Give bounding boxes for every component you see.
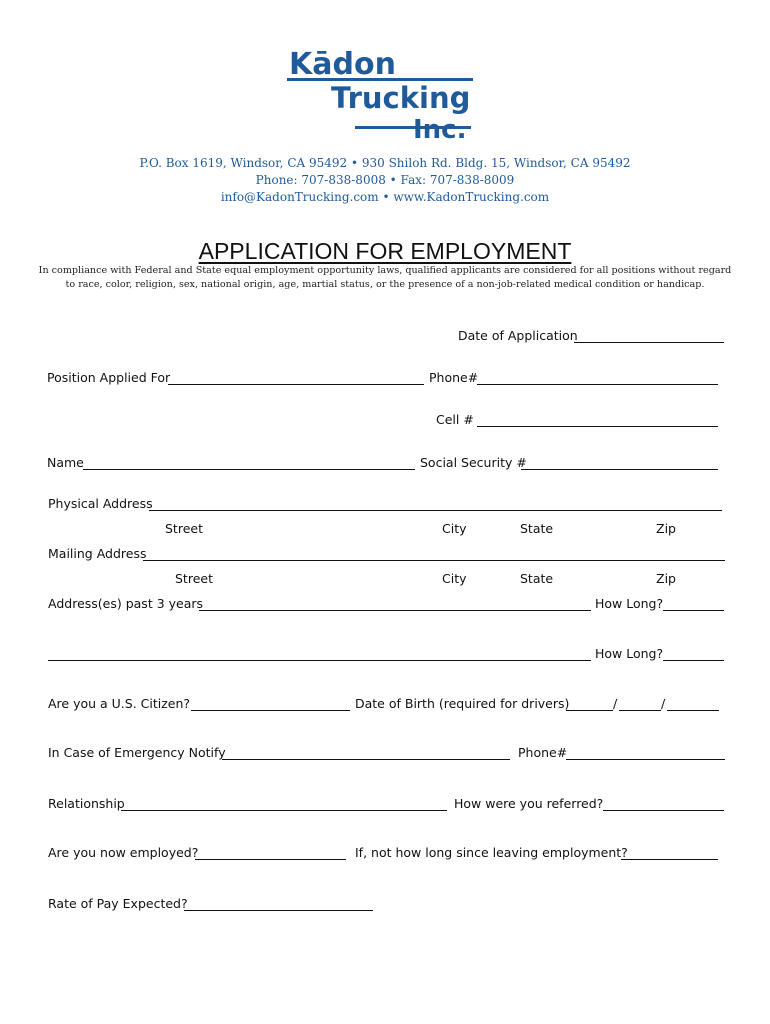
relationship-label: Relationship: [48, 796, 125, 811]
how-referred-field[interactable]: [603, 810, 724, 811]
ssn-label: Social Security #: [420, 455, 527, 470]
position-applied-label: Position Applied For: [47, 370, 171, 385]
svg-text:Trucking: Trucking: [331, 81, 471, 115]
company-logo: [285, 42, 475, 142]
how-long-label-2: How Long?: [595, 646, 664, 661]
physical-state-caption: State: [520, 521, 554, 536]
past-addresses-field-2[interactable]: [48, 660, 591, 661]
past-addresses-label: Address(es) past 3 years: [48, 596, 204, 611]
physical-street-caption: Street: [165, 521, 203, 536]
physical-zip-caption: Zip: [656, 521, 676, 536]
phone-label: Phone#: [429, 370, 479, 385]
since-leaving-label: If, not how long since leaving employment?: [355, 845, 628, 860]
relationship-field[interactable]: [121, 810, 447, 811]
mailing-street-caption: Street: [175, 571, 213, 586]
physical-city-caption: City: [442, 521, 467, 536]
compliance-statement: In compliance with Federal and State equal employment opportunity laws, qualified applicants are considered for all positions without regard to race, color, religion, sex, national origin, age, martial status, or the presence of a non-job-related medical condition or handicap.: [38, 265, 732, 290]
mailing-state-caption: State: [520, 571, 554, 586]
dob-separator-2: /: [661, 696, 666, 711]
company-web: info@KadonTrucking.com • www.KadonTrucking.com: [220, 190, 550, 204]
emergency-notify-field[interactable]: [222, 759, 510, 760]
since-leaving-field[interactable]: [621, 859, 718, 860]
rate-of-pay-label: Rate of Pay Expected?: [48, 896, 188, 911]
cell-label: Cell #: [436, 412, 474, 427]
past-addresses-field[interactable]: [199, 610, 591, 611]
phone-field[interactable]: [477, 384, 718, 385]
mailing-zip-caption: Zip: [656, 571, 676, 586]
mailing-city-caption: City: [442, 571, 467, 586]
us-citizen-label: Are you a U.S. Citizen?: [48, 696, 191, 711]
dob-separator-1: /: [613, 696, 618, 711]
ssn-field[interactable]: [521, 469, 718, 470]
how-long-field-1[interactable]: [663, 610, 724, 611]
now-employed-field[interactable]: [195, 859, 346, 860]
mailing-address-label: Mailing Address: [48, 546, 147, 561]
form-title: APPLICATION FOR EMPLOYMENT: [198, 238, 572, 264]
us-citizen-field[interactable]: [191, 710, 350, 711]
emergency-phone-label: Phone#: [518, 745, 568, 760]
emergency-phone-field[interactable]: [566, 759, 725, 760]
now-employed-label: Are you now employed?: [48, 845, 199, 860]
svg-text:Kādon: Kādon: [289, 47, 396, 82]
how-long-label-1: How Long?: [595, 596, 664, 611]
how-long-field-2[interactable]: [663, 660, 724, 661]
cell-field[interactable]: [477, 426, 718, 427]
how-referred-label: How were you referred?: [454, 796, 604, 811]
dob-day-field[interactable]: [619, 710, 661, 711]
date-of-application-label: Date of Application: [458, 328, 578, 343]
svg-text:Inc.: Inc.: [413, 115, 467, 142]
emergency-notify-label: In Case of Emergency Notify: [48, 745, 226, 760]
physical-address-field[interactable]: [149, 510, 722, 511]
mailing-address-field[interactable]: [143, 560, 725, 561]
rate-of-pay-field[interactable]: [184, 910, 373, 911]
dob-month-field[interactable]: [566, 710, 613, 711]
position-applied-field[interactable]: [168, 384, 424, 385]
name-label: Name: [47, 455, 84, 470]
date-of-application-field[interactable]: [574, 342, 724, 343]
physical-address-label: Physical Address: [48, 496, 153, 511]
dob-year-field[interactable]: [667, 710, 719, 711]
company-address: P.O. Box 1619, Windsor, CA 95492 • 930 Shiloh Rd. Bldg. 15, Windsor, CA 95492: [139, 156, 631, 170]
company-phone: Phone: 707-838-8008 • Fax: 707-838-8009: [255, 173, 515, 187]
name-field[interactable]: [83, 469, 415, 470]
date-of-birth-label: Date of Birth (required for drivers): [355, 696, 570, 711]
